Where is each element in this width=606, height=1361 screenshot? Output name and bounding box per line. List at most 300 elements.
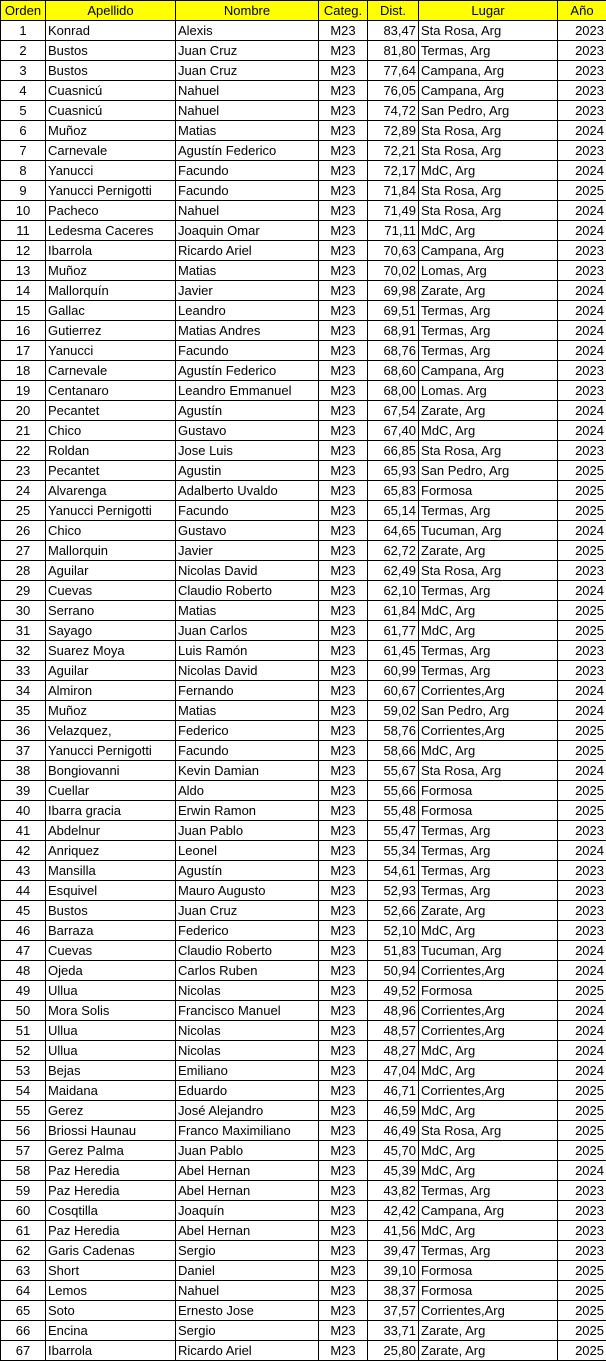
cell-distancia[interactable]: 48,57 xyxy=(368,1021,419,1041)
cell-nombre[interactable]: Matias xyxy=(176,121,319,141)
cell-orden[interactable]: 15 xyxy=(1,301,46,321)
cell-distancia[interactable]: 46,49 xyxy=(368,1121,419,1141)
cell-categoria[interactable]: M23 xyxy=(319,161,368,181)
table-row[interactable] xyxy=(1,41,606,61)
table-row[interactable] xyxy=(1,1021,606,1041)
cell-anio[interactable]: 2025 xyxy=(558,1321,606,1341)
cell-anio[interactable]: 2025 xyxy=(558,981,606,1001)
cell-anio[interactable]: 2024 xyxy=(558,701,606,721)
cell-apellido[interactable]: Carnevale xyxy=(46,361,176,381)
cell-anio[interactable]: 2023 xyxy=(558,561,606,581)
cell-lugar[interactable]: Sta Rosa, Arg xyxy=(419,121,558,141)
cell-categoria[interactable]: M23 xyxy=(319,1081,368,1101)
cell-nombre[interactable]: Claudio Roberto xyxy=(176,581,319,601)
cell-nombre[interactable]: Nahuel xyxy=(176,101,319,121)
cell-apellido[interactable]: Ullua xyxy=(46,1021,176,1041)
cell-orden[interactable]: 14 xyxy=(1,281,46,301)
cell-categoria[interactable]: M23 xyxy=(319,141,368,161)
cell-nombre[interactable]: Ricardo Ariel xyxy=(176,1341,319,1361)
cell-lugar[interactable]: Formosa xyxy=(419,801,558,821)
cell-orden[interactable]: 23 xyxy=(1,461,46,481)
cell-orden[interactable]: 39 xyxy=(1,781,46,801)
cell-lugar[interactable]: Zarate, Arg xyxy=(419,901,558,921)
cell-anio[interactable]: 2023 xyxy=(558,261,606,281)
cell-apellido[interactable]: Mansilla xyxy=(46,861,176,881)
cell-lugar[interactable]: Zarate, Arg xyxy=(419,1341,558,1361)
table-row[interactable] xyxy=(1,1181,606,1201)
cell-distancia[interactable]: 71,49 xyxy=(368,201,419,221)
cell-anio[interactable]: 2024 xyxy=(558,221,606,241)
cell-orden[interactable]: 19 xyxy=(1,381,46,401)
cell-distancia[interactable]: 52,10 xyxy=(368,921,419,941)
cell-anio[interactable]: 2024 xyxy=(558,401,606,421)
cell-apellido[interactable]: Gerez Palma xyxy=(46,1141,176,1161)
cell-anio[interactable]: 2023 xyxy=(558,661,606,681)
cell-anio[interactable]: 2023 xyxy=(558,21,606,41)
table-row[interactable] xyxy=(1,841,606,861)
cell-distancia[interactable]: 58,76 xyxy=(368,721,419,741)
cell-lugar[interactable]: MdC, Arg xyxy=(419,161,558,181)
cell-apellido[interactable]: Paz Heredia xyxy=(46,1221,176,1241)
table-row[interactable] xyxy=(1,1241,606,1261)
table-row[interactable] xyxy=(1,61,606,81)
cell-categoria[interactable]: M23 xyxy=(319,841,368,861)
cell-orden[interactable]: 32 xyxy=(1,641,46,661)
cell-nombre[interactable]: Francisco Manuel xyxy=(176,1001,319,1021)
cell-apellido[interactable]: Garis Cadenas xyxy=(46,1241,176,1261)
cell-distancia[interactable]: 60,67 xyxy=(368,681,419,701)
cell-orden[interactable]: 38 xyxy=(1,761,46,781)
table-row[interactable] xyxy=(1,521,606,541)
cell-lugar[interactable]: MdC, Arg xyxy=(419,1221,558,1241)
cell-apellido[interactable]: Ibarra gracia xyxy=(46,801,176,821)
cell-distancia[interactable]: 77,64 xyxy=(368,61,419,81)
cell-nombre[interactable]: Facundo xyxy=(176,501,319,521)
cell-nombre[interactable]: Juan Carlos xyxy=(176,621,319,641)
cell-lugar[interactable]: MdC, Arg xyxy=(419,1061,558,1081)
cell-categoria[interactable]: M23 xyxy=(319,821,368,841)
cell-distancia[interactable]: 55,67 xyxy=(368,761,419,781)
cell-nombre[interactable]: Javier xyxy=(176,541,319,561)
cell-distancia[interactable]: 61,77 xyxy=(368,621,419,641)
cell-apellido[interactable]: Almiron xyxy=(46,681,176,701)
cell-lugar[interactable]: San Pedro, Arg xyxy=(419,701,558,721)
cell-anio[interactable]: 2024 xyxy=(558,201,606,221)
cell-apellido[interactable]: Gallac xyxy=(46,301,176,321)
cell-nombre[interactable]: Nahuel xyxy=(176,81,319,101)
cell-categoria[interactable]: M23 xyxy=(319,461,368,481)
cell-categoria[interactable]: M23 xyxy=(319,181,368,201)
cell-orden[interactable]: 25 xyxy=(1,501,46,521)
cell-orden[interactable]: 61 xyxy=(1,1221,46,1241)
cell-orden[interactable]: 16 xyxy=(1,321,46,341)
table-row[interactable] xyxy=(1,941,606,961)
cell-nombre[interactable]: Leandro Emmanuel xyxy=(176,381,319,401)
cell-distancia[interactable]: 72,89 xyxy=(368,121,419,141)
cell-orden[interactable]: 27 xyxy=(1,541,46,561)
cell-nombre[interactable]: Nicolas xyxy=(176,981,319,1001)
cell-lugar[interactable]: Campana, Arg xyxy=(419,241,558,261)
cell-orden[interactable]: 67 xyxy=(1,1341,46,1361)
cell-orden[interactable]: 35 xyxy=(1,701,46,721)
cell-apellido[interactable]: Gerez xyxy=(46,1101,176,1121)
cell-categoria[interactable]: M23 xyxy=(319,801,368,821)
cell-lugar[interactable]: Termas, Arg xyxy=(419,881,558,901)
cell-anio[interactable]: 2023 xyxy=(558,61,606,81)
cell-categoria[interactable]: M23 xyxy=(319,961,368,981)
cell-apellido[interactable]: Cosqtilla xyxy=(46,1201,176,1221)
cell-orden[interactable]: 30 xyxy=(1,601,46,621)
table-row[interactable] xyxy=(1,641,606,661)
cell-orden[interactable]: 7 xyxy=(1,141,46,161)
cell-anio[interactable]: 2024 xyxy=(558,341,606,361)
cell-nombre[interactable]: Agustín Federico xyxy=(176,141,319,161)
cell-distancia[interactable]: 33,71 xyxy=(368,1321,419,1341)
cell-orden[interactable]: 29 xyxy=(1,581,46,601)
cell-categoria[interactable]: M23 xyxy=(319,1041,368,1061)
cell-nombre[interactable]: Franco Maximiliano xyxy=(176,1121,319,1141)
cell-lugar[interactable]: Termas, Arg xyxy=(419,501,558,521)
cell-apellido[interactable]: Centanaro xyxy=(46,381,176,401)
cell-nombre[interactable]: Agustín xyxy=(176,861,319,881)
cell-lugar[interactable]: Termas, Arg xyxy=(419,301,558,321)
cell-apellido[interactable]: Short xyxy=(46,1261,176,1281)
cell-anio[interactable]: 2025 xyxy=(558,181,606,201)
cell-orden[interactable]: 46 xyxy=(1,921,46,941)
cell-nombre[interactable]: Ricardo Ariel xyxy=(176,241,319,261)
cell-apellido[interactable]: Cuasnicú xyxy=(46,101,176,121)
cell-categoria[interactable]: M23 xyxy=(319,401,368,421)
cell-lugar[interactable]: Formosa xyxy=(419,481,558,501)
cell-lugar[interactable]: Termas, Arg xyxy=(419,821,558,841)
cell-categoria[interactable]: M23 xyxy=(319,1101,368,1121)
cell-apellido[interactable]: Chico xyxy=(46,521,176,541)
table-row[interactable] xyxy=(1,721,606,741)
cell-orden[interactable]: 12 xyxy=(1,241,46,261)
table-row[interactable] xyxy=(1,881,606,901)
cell-apellido[interactable]: Sayago xyxy=(46,621,176,641)
cell-nombre[interactable]: Daniel xyxy=(176,1261,319,1281)
cell-lugar[interactable]: Termas, Arg xyxy=(419,641,558,661)
cell-lugar[interactable]: Zarate, Arg xyxy=(419,541,558,561)
table-row[interactable] xyxy=(1,121,606,141)
cell-categoria[interactable]: M23 xyxy=(319,521,368,541)
cell-anio[interactable]: 2023 xyxy=(558,381,606,401)
cell-lugar[interactable]: Formosa xyxy=(419,981,558,1001)
header-distancia[interactable]: Dist. xyxy=(368,1,419,21)
header-lugar[interactable]: Lugar xyxy=(419,1,558,21)
cell-orden[interactable]: 3 xyxy=(1,61,46,81)
cell-orden[interactable]: 41 xyxy=(1,821,46,841)
cell-categoria[interactable]: M23 xyxy=(319,1121,368,1141)
cell-anio[interactable]: 2025 xyxy=(558,741,606,761)
cell-orden[interactable]: 66 xyxy=(1,1321,46,1341)
cell-apellido[interactable]: Ojeda xyxy=(46,961,176,981)
cell-nombre[interactable]: Fernando xyxy=(176,681,319,701)
cell-orden[interactable]: 42 xyxy=(1,841,46,861)
cell-distancia[interactable]: 65,93 xyxy=(368,461,419,481)
cell-nombre[interactable]: Alexis xyxy=(176,21,319,41)
cell-anio[interactable]: 2023 xyxy=(558,1241,606,1261)
table-row[interactable] xyxy=(1,741,606,761)
cell-lugar[interactable]: Corrientes,Arg xyxy=(419,1081,558,1101)
cell-distancia[interactable]: 71,11 xyxy=(368,221,419,241)
cell-nombre[interactable]: Facundo xyxy=(176,741,319,761)
cell-distancia[interactable]: 42,42 xyxy=(368,1201,419,1221)
cell-categoria[interactable]: M23 xyxy=(319,101,368,121)
cell-orden[interactable]: 36 xyxy=(1,721,46,741)
cell-anio[interactable]: 2025 xyxy=(558,781,606,801)
cell-anio[interactable]: 2024 xyxy=(558,121,606,141)
cell-apellido[interactable]: Yanucci xyxy=(46,161,176,181)
table-row[interactable] xyxy=(1,501,606,521)
table-row[interactable] xyxy=(1,461,606,481)
cell-anio[interactable]: 2025 xyxy=(558,1081,606,1101)
cell-apellido[interactable]: Pecantet xyxy=(46,401,176,421)
cell-apellido[interactable]: Cuellar xyxy=(46,781,176,801)
cell-lugar[interactable]: San Pedro, Arg xyxy=(419,461,558,481)
cell-anio[interactable]: 2023 xyxy=(558,441,606,461)
cell-orden[interactable]: 5 xyxy=(1,101,46,121)
cell-anio[interactable]: 2024 xyxy=(558,841,606,861)
cell-lugar[interactable]: Termas, Arg xyxy=(419,861,558,881)
cell-apellido[interactable]: Cuasnicú xyxy=(46,81,176,101)
cell-apellido[interactable]: Alvarenga xyxy=(46,481,176,501)
cell-nombre[interactable]: Joaquín xyxy=(176,1201,319,1221)
cell-anio[interactable]: 2023 xyxy=(558,1181,606,1201)
cell-distancia[interactable]: 41,56 xyxy=(368,1221,419,1241)
cell-distancia[interactable]: 71,84 xyxy=(368,181,419,201)
cell-orden[interactable]: 28 xyxy=(1,561,46,581)
cell-apellido[interactable]: Suarez Moya xyxy=(46,641,176,661)
table-row[interactable] xyxy=(1,581,606,601)
cell-apellido[interactable]: Ullua xyxy=(46,1041,176,1061)
cell-nombre[interactable]: Agustin xyxy=(176,461,319,481)
cell-distancia[interactable]: 48,27 xyxy=(368,1041,419,1061)
cell-anio[interactable]: 2023 xyxy=(558,821,606,841)
table-row[interactable] xyxy=(1,541,606,561)
cell-lugar[interactable]: Formosa xyxy=(419,1261,558,1281)
header-categoria[interactable]: Categ. xyxy=(319,1,368,21)
cell-distancia[interactable]: 51,83 xyxy=(368,941,419,961)
cell-anio[interactable]: 2024 xyxy=(558,761,606,781)
cell-orden[interactable]: 13 xyxy=(1,261,46,281)
cell-apellido[interactable]: Aguilar xyxy=(46,661,176,681)
cell-anio[interactable]: 2025 xyxy=(558,501,606,521)
cell-nombre[interactable]: Nahuel xyxy=(176,1281,319,1301)
cell-nombre[interactable]: Javier xyxy=(176,281,319,301)
cell-apellido[interactable]: Konrad xyxy=(46,21,176,41)
cell-lugar[interactable]: Corrientes,Arg xyxy=(419,1001,558,1021)
cell-nombre[interactable]: Nicolas David xyxy=(176,561,319,581)
cell-anio[interactable]: 2024 xyxy=(558,1001,606,1021)
cell-nombre[interactable]: Carlos Ruben xyxy=(176,961,319,981)
cell-categoria[interactable]: M23 xyxy=(319,241,368,261)
cell-apellido[interactable]: Esquivel xyxy=(46,881,176,901)
table-row[interactable] xyxy=(1,1221,606,1241)
cell-lugar[interactable]: MdC, Arg xyxy=(419,1161,558,1181)
cell-lugar[interactable]: Termas, Arg xyxy=(419,661,558,681)
cell-distancia[interactable]: 49,52 xyxy=(368,981,419,1001)
cell-orden[interactable]: 4 xyxy=(1,81,46,101)
cell-anio[interactable]: 2024 xyxy=(558,1021,606,1041)
header-apellido[interactable]: Apellido xyxy=(46,1,176,21)
table-row[interactable] xyxy=(1,241,606,261)
cell-anio[interactable]: 2023 xyxy=(558,41,606,61)
cell-anio[interactable]: 2024 xyxy=(558,161,606,181)
table-row[interactable] xyxy=(1,1101,606,1121)
cell-orden[interactable]: 50 xyxy=(1,1001,46,1021)
table-row[interactable] xyxy=(1,281,606,301)
cell-nombre[interactable]: Juan Pablo xyxy=(176,1141,319,1161)
cell-lugar[interactable]: Sta Rosa, Arg xyxy=(419,21,558,41)
cell-categoria[interactable]: M23 xyxy=(319,1021,368,1041)
cell-apellido[interactable]: Cuevas xyxy=(46,941,176,961)
table-row[interactable] xyxy=(1,1281,606,1301)
table-row[interactable] xyxy=(1,301,606,321)
cell-distancia[interactable]: 55,34 xyxy=(368,841,419,861)
cell-anio[interactable]: 2023 xyxy=(558,81,606,101)
cell-categoria[interactable]: M23 xyxy=(319,321,368,341)
cell-apellido[interactable]: Pacheco xyxy=(46,201,176,221)
cell-categoria[interactable]: M23 xyxy=(319,481,368,501)
cell-distancia[interactable]: 66,85 xyxy=(368,441,419,461)
cell-nombre[interactable]: Leonel xyxy=(176,841,319,861)
cell-orden[interactable]: 43 xyxy=(1,861,46,881)
cell-distancia[interactable]: 50,94 xyxy=(368,961,419,981)
cell-distancia[interactable]: 62,49 xyxy=(368,561,419,581)
cell-nombre[interactable]: Abel Hernan xyxy=(176,1181,319,1201)
cell-distancia[interactable]: 62,10 xyxy=(368,581,419,601)
cell-anio[interactable]: 2023 xyxy=(558,101,606,121)
table-row[interactable] xyxy=(1,221,606,241)
cell-apellido[interactable]: Pecantet xyxy=(46,461,176,481)
cell-distancia[interactable]: 72,17 xyxy=(368,161,419,181)
cell-lugar[interactable]: Zarate, Arg xyxy=(419,401,558,421)
cell-orden[interactable]: 49 xyxy=(1,981,46,1001)
table-row[interactable] xyxy=(1,381,606,401)
cell-nombre[interactable]: Claudio Roberto xyxy=(176,941,319,961)
cell-lugar[interactable]: Sta Rosa, Arg xyxy=(419,761,558,781)
table-row[interactable] xyxy=(1,1161,606,1181)
header-anio[interactable]: Año xyxy=(558,1,606,21)
cell-lugar[interactable]: MdC, Arg xyxy=(419,1141,558,1161)
cell-apellido[interactable]: Yanucci Pernigotti xyxy=(46,741,176,761)
cell-categoria[interactable]: M23 xyxy=(319,621,368,641)
cell-apellido[interactable]: Gutierrez xyxy=(46,321,176,341)
cell-anio[interactable]: 2024 xyxy=(558,961,606,981)
cell-apellido[interactable]: Briossi Haunau xyxy=(46,1121,176,1141)
table-row[interactable] xyxy=(1,761,606,781)
table-row[interactable] xyxy=(1,1341,606,1361)
cell-anio[interactable]: 2025 xyxy=(558,621,606,641)
table-row[interactable] xyxy=(1,1121,606,1141)
cell-lugar[interactable]: MdC, Arg xyxy=(419,601,558,621)
cell-categoria[interactable]: M23 xyxy=(319,61,368,81)
table-row[interactable] xyxy=(1,1141,606,1161)
cell-lugar[interactable]: Formosa xyxy=(419,781,558,801)
cell-apellido[interactable]: Carnevale xyxy=(46,141,176,161)
cell-categoria[interactable]: M23 xyxy=(319,1201,368,1221)
cell-anio[interactable]: 2024 xyxy=(558,1061,606,1081)
table-row[interactable] xyxy=(1,621,606,641)
cell-lugar[interactable]: MdC, Arg xyxy=(419,1041,558,1061)
cell-nombre[interactable]: Juan Pablo xyxy=(176,821,319,841)
cell-nombre[interactable]: Luis Ramón xyxy=(176,641,319,661)
cell-distancia[interactable]: 67,40 xyxy=(368,421,419,441)
table-row[interactable] xyxy=(1,421,606,441)
cell-categoria[interactable]: M23 xyxy=(319,1241,368,1261)
table-row[interactable] xyxy=(1,1201,606,1221)
cell-orden[interactable]: 24 xyxy=(1,481,46,501)
cell-categoria[interactable]: M23 xyxy=(319,1321,368,1341)
cell-categoria[interactable]: M23 xyxy=(319,901,368,921)
header-nombre[interactable]: Nombre xyxy=(176,1,319,21)
cell-distancia[interactable]: 48,96 xyxy=(368,1001,419,1021)
cell-distancia[interactable]: 61,84 xyxy=(368,601,419,621)
cell-apellido[interactable]: Yanucci Pernigotti xyxy=(46,501,176,521)
cell-apellido[interactable]: Barraza xyxy=(46,921,176,941)
cell-distancia[interactable]: 68,76 xyxy=(368,341,419,361)
cell-orden[interactable]: 21 xyxy=(1,421,46,441)
cell-apellido[interactable]: Bustos xyxy=(46,41,176,61)
table-row[interactable] xyxy=(1,181,606,201)
cell-categoria[interactable]: M23 xyxy=(319,201,368,221)
cell-categoria[interactable]: M23 xyxy=(319,701,368,721)
cell-lugar[interactable]: Sta Rosa, Arg xyxy=(419,181,558,201)
table-row[interactable] xyxy=(1,341,606,361)
table-row[interactable] xyxy=(1,1321,606,1341)
cell-lugar[interactable]: Campana, Arg xyxy=(419,361,558,381)
cell-lugar[interactable]: Sta Rosa, Arg xyxy=(419,141,558,161)
cell-anio[interactable]: 2025 xyxy=(558,1341,606,1361)
cell-distancia[interactable]: 70,02 xyxy=(368,261,419,281)
cell-lugar[interactable]: MdC, Arg xyxy=(419,741,558,761)
cell-lugar[interactable]: Tucuman, Arg xyxy=(419,521,558,541)
cell-anio[interactable]: 2023 xyxy=(558,1201,606,1221)
cell-orden[interactable]: 56 xyxy=(1,1121,46,1141)
cell-anio[interactable]: 2024 xyxy=(558,1161,606,1181)
table-row[interactable] xyxy=(1,1061,606,1081)
cell-anio[interactable]: 2025 xyxy=(558,1121,606,1141)
cell-distancia[interactable]: 46,71 xyxy=(368,1081,419,1101)
cell-distancia[interactable]: 60,99 xyxy=(368,661,419,681)
cell-apellido[interactable]: Velazquez, xyxy=(46,721,176,741)
cell-distancia[interactable]: 39,10 xyxy=(368,1261,419,1281)
cell-lugar[interactable]: Sta Rosa, Arg xyxy=(419,201,558,221)
cell-categoria[interactable]: M23 xyxy=(319,941,368,961)
cell-nombre[interactable]: Joaquin Omar xyxy=(176,221,319,241)
cell-distancia[interactable]: 59,02 xyxy=(368,701,419,721)
cell-nombre[interactable]: Matias xyxy=(176,601,319,621)
table-row[interactable] xyxy=(1,801,606,821)
cell-lugar[interactable]: San Pedro, Arg xyxy=(419,101,558,121)
cell-categoria[interactable]: M23 xyxy=(319,641,368,661)
cell-lugar[interactable]: Termas, Arg xyxy=(419,841,558,861)
cell-nombre[interactable]: Matias Andres xyxy=(176,321,319,341)
cell-distancia[interactable]: 45,39 xyxy=(368,1161,419,1181)
cell-anio[interactable]: 2023 xyxy=(558,1221,606,1241)
cell-nombre[interactable]: Juan Cruz xyxy=(176,901,319,921)
cell-distancia[interactable]: 38,37 xyxy=(368,1281,419,1301)
cell-apellido[interactable]: Bejas xyxy=(46,1061,176,1081)
cell-distancia[interactable]: 61,45 xyxy=(368,641,419,661)
cell-distancia[interactable]: 65,14 xyxy=(368,501,419,521)
cell-categoria[interactable]: M23 xyxy=(319,21,368,41)
cell-anio[interactable]: 2025 xyxy=(558,1101,606,1121)
table-row[interactable] xyxy=(1,901,606,921)
cell-orden[interactable]: 51 xyxy=(1,1021,46,1041)
